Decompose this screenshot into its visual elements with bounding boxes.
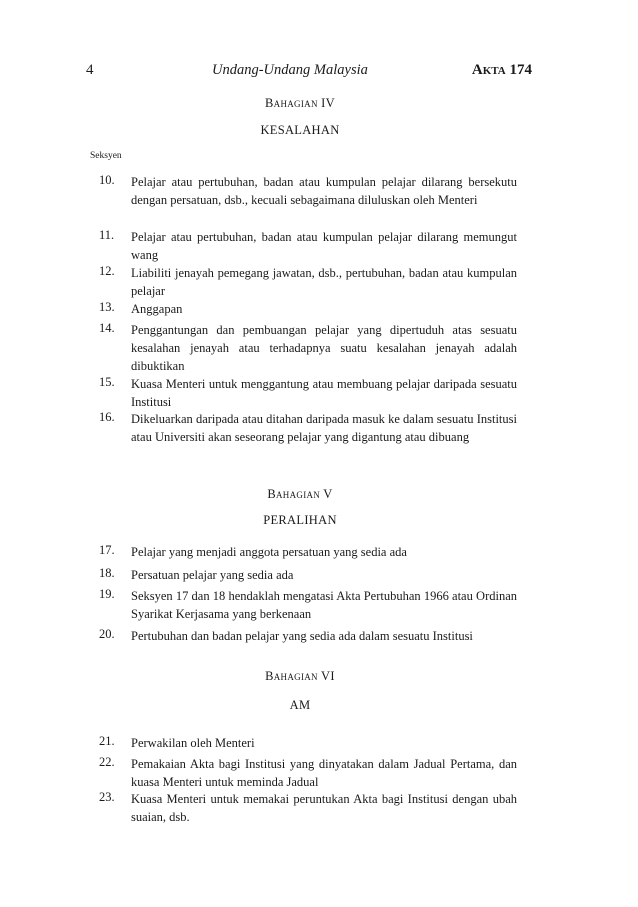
section-title: Anggapan [131,302,183,316]
running-title: Undang-Undang Malaysia [212,62,368,78]
section-title: Dikeluarkan daripada atau ditahan daripada masuk ke dalam sesuatu Institusi atau Universiti akan seseorang pelajar yang digantung atau dibuang [131,412,517,444]
section-number: 23. [99,790,115,804]
part-heading: Bahagian V [267,487,333,501]
act-label: Akta 174 [471,62,532,78]
section-number: 14. [99,321,115,335]
section-number: 16. [99,410,115,424]
section-title: Persatuan pelajar yang sedia ada [131,568,294,582]
section-title: Liabiliti jenayah pemegang jawatan, dsb., pertubuhan, badan atau kumpulan pelajar [131,266,517,298]
section-title: Pelajar yang menjadi anggota persatuan yang sedia ada [131,545,407,559]
part-heading: Bahagian VI [265,669,335,683]
section-title: Pemakaian Akta bagi Institusi yang dinyatakan dalam Jadual Pertama, dan kuasa Menteri untuk meminda Jadual [131,757,517,789]
section-title: Pelajar atau pertubuhan, badan atau kumpulan pelajar dilarang bersekutu dengan persatuan, dsb., kecuali sebagaimana diluluskan oleh Menteri [131,175,517,207]
part-heading: Bahagian IV [265,96,335,110]
section-title: Perwakilan oleh Menteri [131,736,255,750]
section-number: 17. [99,543,115,557]
page-header [86,62,532,84]
part-title: PERALIHAN [263,513,337,527]
seksyen-label: Seksyen [90,151,122,161]
section-title: Pertubuhan dan badan pelajar yang sedia ada dalam sesuatu Institusi [131,629,473,643]
section-number: 21. [99,734,115,748]
section-number: 10. [99,173,115,187]
section-number: 18. [99,566,115,580]
section-number: 19. [99,587,115,601]
section-title: Penggantungan dan pembuangan pelajar yang dipertuduh atas sesuatu kesalahan jenayah atau terhadapnya suatu kesalahan jenayah adalah dibuktikan [131,323,517,373]
section-number: 13. [99,300,115,314]
section-title: Kuasa Menteri untuk memakai peruntukan Akta bagi Institusi dengan ubah suaian, dsb. [131,792,517,824]
section-number: 11. [99,228,115,242]
section-number: 12. [99,264,115,278]
part-title: KESALAHAN [260,123,340,137]
section-title: Pelajar atau pertubuhan, badan atau kumpulan pelajar dilarang memungut wang [131,230,517,262]
section-number: 15. [99,375,115,389]
section-number: 20. [99,627,115,641]
part-title: AM [289,698,311,712]
section-number: 22. [99,755,115,769]
page-number: 4 [86,62,94,78]
section-title: Seksyen 17 dan 18 hendaklah mengatasi Akta Pertubuhan 1966 atau Ordinan Syarikat Kerjasama yang berkenaan [131,589,517,621]
section-title: Kuasa Menteri untuk menggantung atau membuang pelajar daripada sesuatu Institusi [131,377,517,409]
